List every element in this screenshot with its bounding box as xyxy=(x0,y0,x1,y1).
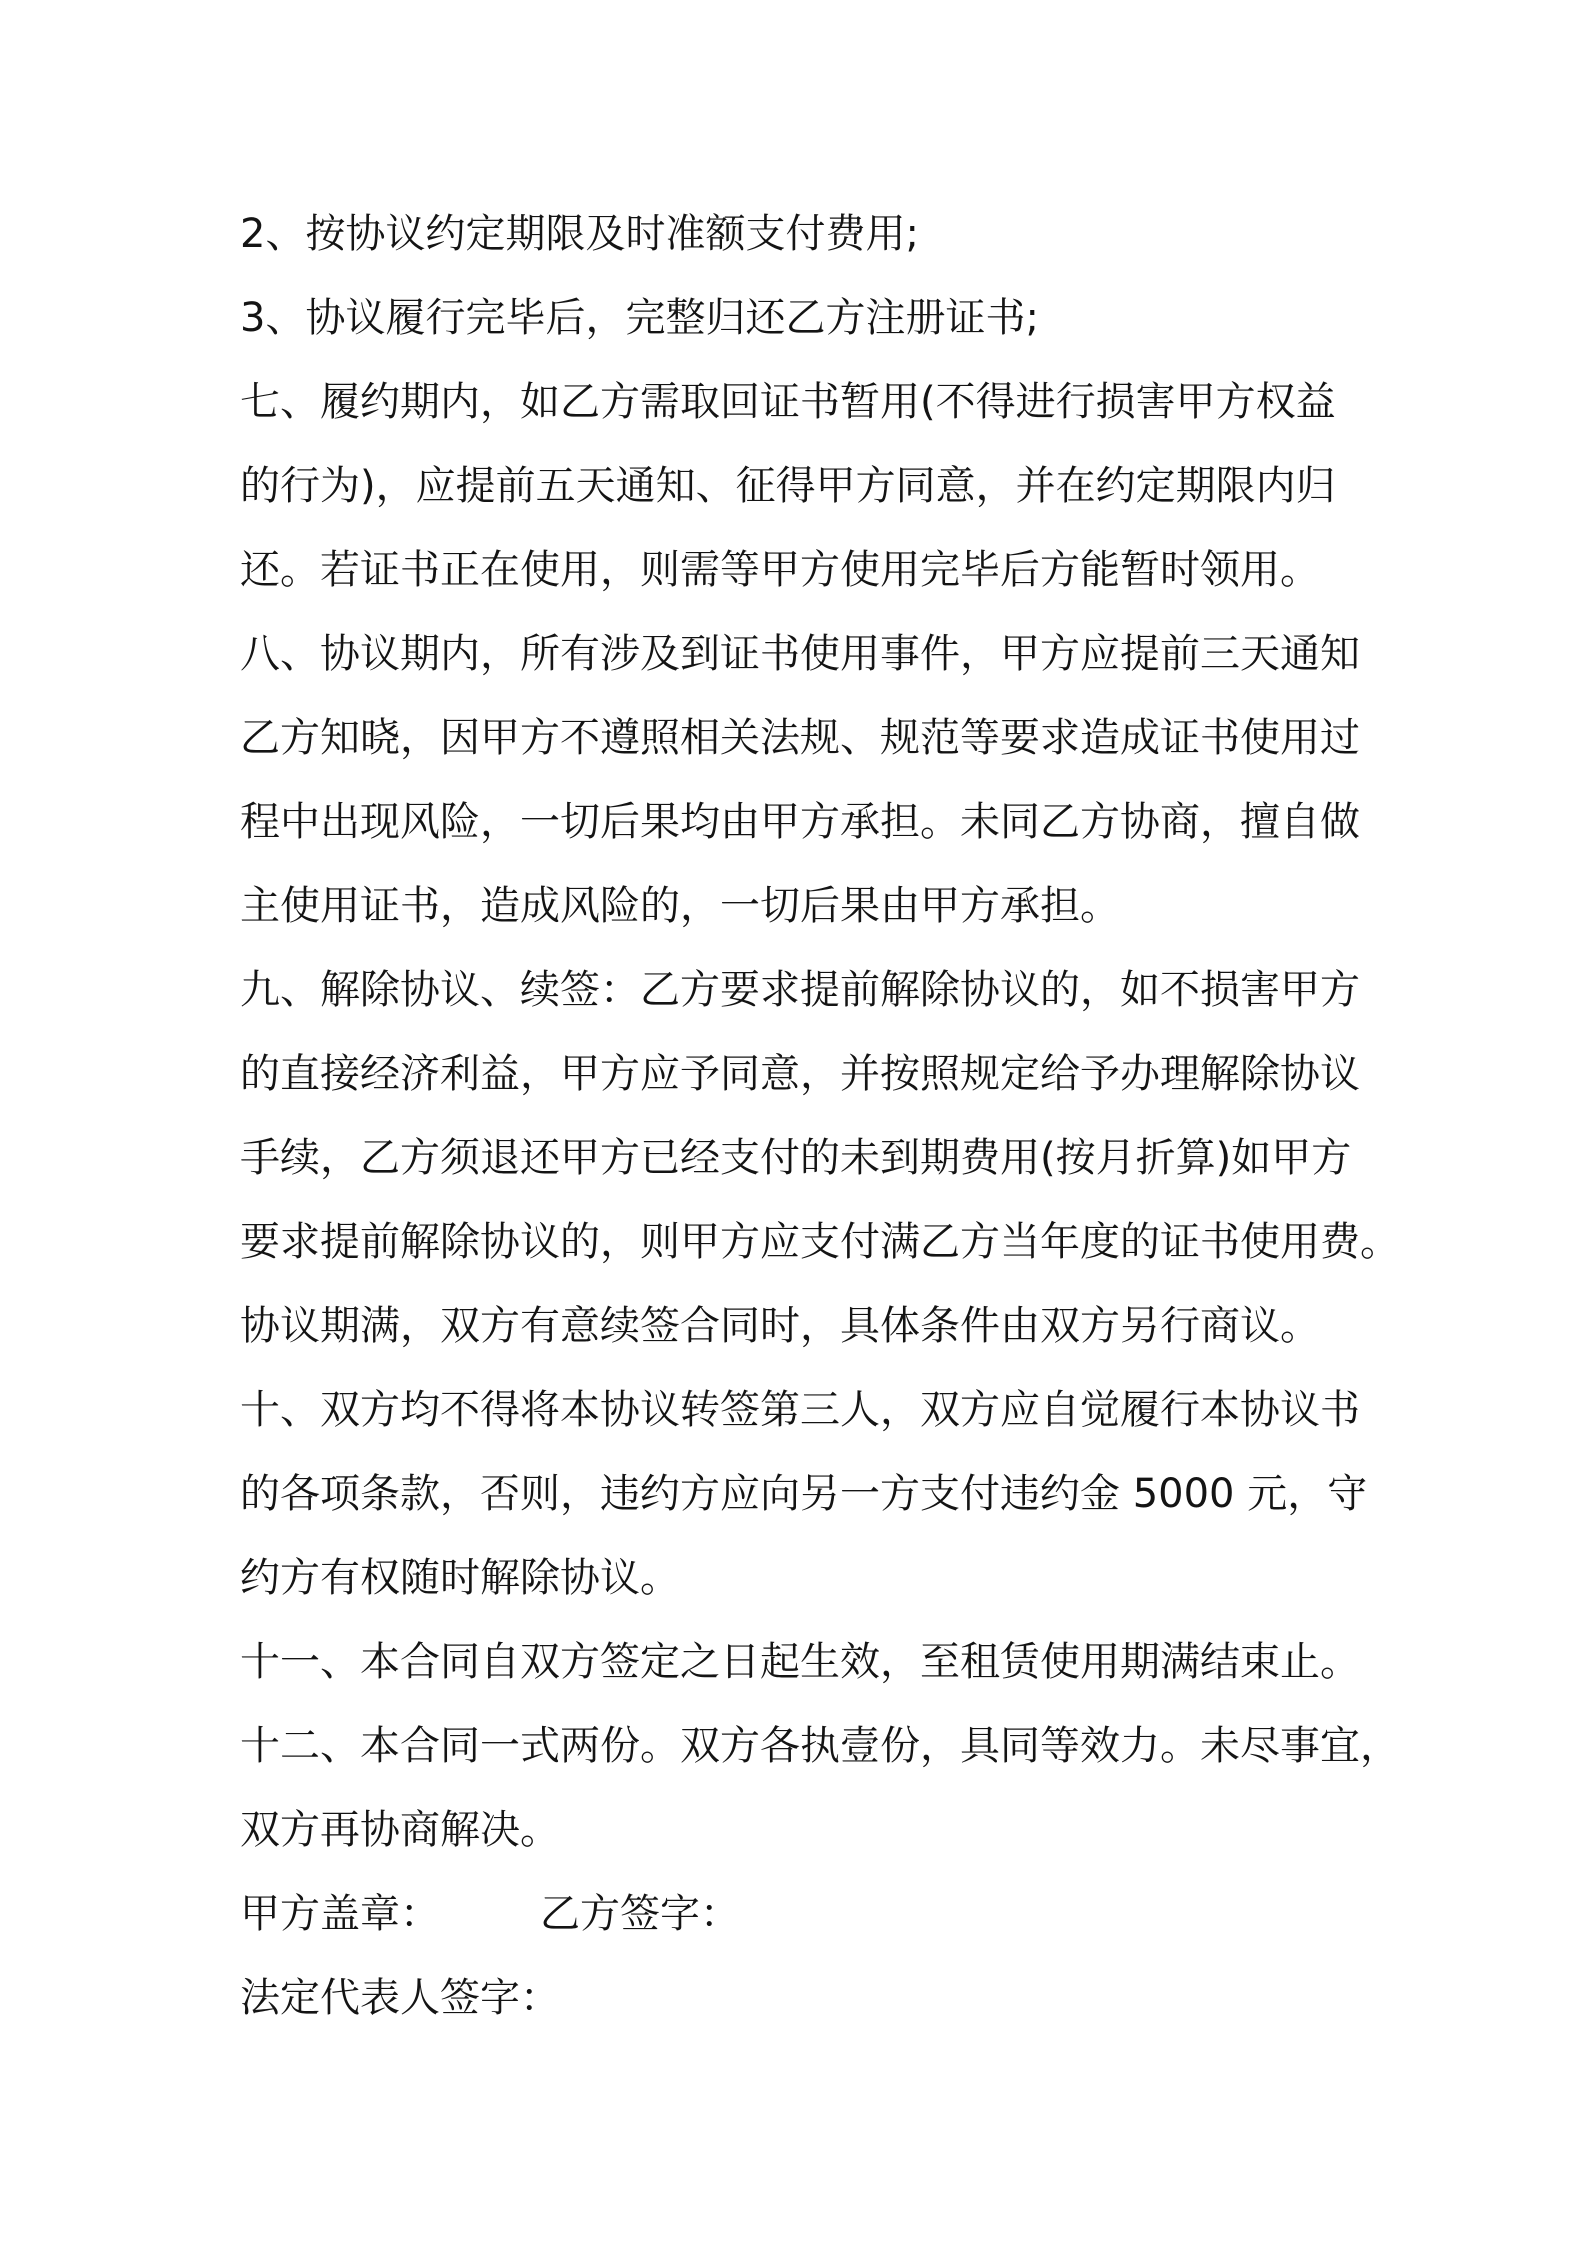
signature-row xyxy=(240,1872,1380,1956)
text-line: 3、协议履行完毕后，完整归还乙方注册证书; xyxy=(240,295,1039,341)
text-line: 约方有权随时解除协议。 xyxy=(240,1555,680,1601)
document-body xyxy=(240,192,1400,2040)
text-line: 2、按协议约定期限及时准额支付费用; xyxy=(240,211,919,257)
text-line: 协议期满，双方有意续签合同时，具体条件由双方另行商议。 xyxy=(240,1303,1320,1349)
legal-rep-sign-label: 法定代表人签字： xyxy=(240,1975,560,2021)
legal-rep-row xyxy=(240,1956,1380,2040)
text-line: 七、履约期内，如乙方需取回证书暂用(不得进行损害甲方权益 xyxy=(240,379,1336,425)
party-a-seal-label: 甲方盖章： xyxy=(240,1891,440,1937)
text-line: 九、解除协议、续签：乙方要求提前解除协议的，如不损害甲方 xyxy=(240,967,1360,1013)
text-line: 十二、本合同一式两份。双方各执壹份，具同等效力。未尽事宜， xyxy=(240,1723,1400,1769)
text-line: 的行为)，应提前五天通知、征得甲方同意，并在约定期限内归 xyxy=(240,463,1336,509)
text-line: 十一、本合同自双方签定之日起生效，至租赁使用期满结束止。 xyxy=(240,1639,1360,1685)
text-line: 双方再协商解决。 xyxy=(240,1807,560,1853)
text-line: 乙方知晓，因甲方不遵照相关法规、规范等要求造成证书使用过 xyxy=(240,715,1360,761)
text-line: 程中出现风险，一切后果均由甲方承担。未同乙方协商，擅自做 xyxy=(240,799,1360,845)
text-line: 十、双方均不得将本协议转签第三人，双方应自觉履行本协议书 xyxy=(240,1387,1360,1433)
text-line: 的直接经济利益，甲方应予同意，并按照规定给予办理解除协议 xyxy=(240,1051,1360,1097)
text-line: 八、协议期内，所有涉及到证书使用事件，甲方应提前三天通知 xyxy=(240,631,1360,677)
text-line: 还。若证书正在使用，则需等甲方使用完毕后方能暂时领用。 xyxy=(240,547,1320,593)
text-line: 的各项条款，否则，违约方应向另一方支付违约金 5000 元，守 xyxy=(240,1471,1368,1517)
text-line: 手续，乙方须退还甲方已经支付的未到期费用(按月折算)如甲方 xyxy=(240,1135,1352,1181)
text-line: 要求提前解除协议的，则甲方应支付满乙方当年度的证书使用费。 xyxy=(240,1219,1400,1265)
party-b-sign-label: 乙方签字： xyxy=(540,1891,740,1937)
text-line: 主使用证书，造成风险的，一切后果由甲方承担。 xyxy=(240,883,1120,929)
